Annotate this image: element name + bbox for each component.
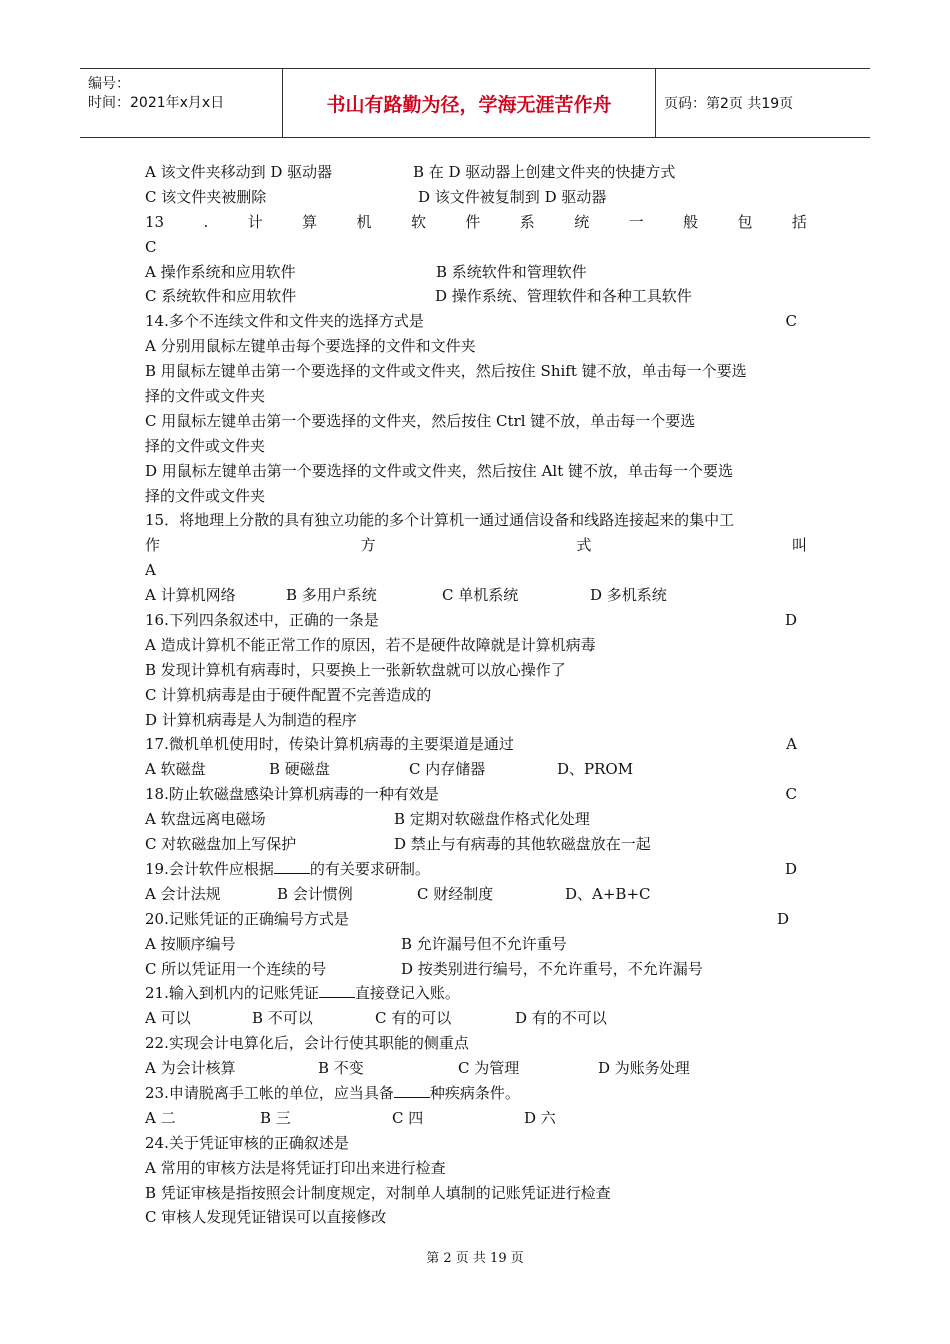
question-15-continuation — [145, 533, 807, 558]
option-text: A 按顺序编号 — [145, 934, 236, 953]
question-line — [145, 1081, 807, 1106]
question-line — [145, 508, 807, 533]
header-motto: 书山有路勤为径，学海无涯苦作舟 — [283, 69, 656, 137]
spaced-token: 软 — [410, 212, 426, 231]
option-text: C 四 — [392, 1108, 424, 1127]
spaced-token: 件 — [465, 212, 481, 231]
text-line — [145, 1205, 807, 1230]
option-text: C 为管理 — [458, 1059, 520, 1078]
text-line — [145, 434, 807, 459]
page-header — [80, 68, 870, 138]
option-text: B 硬磁盘 — [269, 760, 330, 779]
text-line — [145, 260, 807, 285]
question-text: 种疾病条件。 — [429, 1083, 520, 1102]
answer-line — [145, 235, 807, 260]
options-line — [145, 757, 807, 782]
fill-blank — [394, 1083, 430, 1098]
spaced-token: 方 — [360, 536, 376, 555]
question-line — [145, 907, 807, 932]
question-text: 15．将地理上分散的具有独立功能的多个计算机一通过通信设备和线路连接起来的集中工 — [145, 511, 735, 530]
answer-line — [145, 558, 807, 583]
option-text: C 所以凭证用一个连续的号 — [145, 959, 327, 978]
option-text: C 单机系统 — [442, 586, 519, 605]
answer-text: D — [784, 611, 797, 630]
options-line — [145, 1006, 807, 1031]
text-line — [145, 459, 807, 484]
text-line — [145, 832, 807, 857]
text-line — [145, 359, 807, 384]
option-text: D 按类别进行编号，不允许重号，不允许漏号 — [401, 959, 703, 978]
spaced-token: 作 — [145, 536, 161, 555]
spaced-token: 系 — [519, 212, 535, 231]
option-text: 择的文件或文件夹 — [145, 387, 266, 406]
text-line — [145, 185, 807, 210]
option-text: B 凭证审核是指按照会计制度规定，对制单人填制的记账凭证进行检查 — [145, 1183, 611, 1202]
question-text: 18.防止软磁盘感染计算机病毒的一种有效是 — [145, 785, 439, 804]
option-text: C 该文件夹被删除 — [145, 187, 267, 206]
spaced-token: 算 — [302, 212, 318, 231]
header-page-info: 页码：第2页 共19页 — [664, 96, 794, 112]
question-line — [145, 1031, 807, 1056]
text-line — [145, 1181, 807, 1206]
option-text: D 为账务处理 — [598, 1059, 690, 1078]
option-text: D 操作系统、管理软件和各种工具软件 — [435, 287, 692, 306]
fill-blank — [319, 983, 355, 998]
option-text: C 计算机病毒是由于硬件配置不完善造成的 — [145, 685, 432, 704]
options-line — [145, 882, 807, 907]
question-text: 24.关于凭证审核的正确叙述是 — [145, 1133, 349, 1152]
page-footer: 第 2 页 共 19 页 — [426, 1251, 524, 1266]
text-line — [145, 807, 807, 832]
fill-blank — [274, 859, 310, 874]
option-text: 择的文件或文件夹 — [145, 486, 266, 505]
option-text: A 常用的审核方法是将凭证打印出来进行检查 — [145, 1158, 446, 1177]
option-text: A 该文件夹移动到 D 驱动器 — [145, 163, 333, 181]
option-text: C 对软磁盘加上写保护 — [145, 835, 297, 854]
text-line — [145, 957, 807, 982]
question-text: 直接登记入账。 — [354, 984, 460, 1003]
answer-text: A — [786, 735, 797, 754]
option-text: A 分别用鼠标左键单击每个要选择的文件和文件夹 — [145, 337, 476, 356]
option-text: B 定期对软磁盘作格式化处理 — [394, 810, 590, 829]
option-text: 择的文件或文件夹 — [145, 436, 266, 455]
option-text: D、A+B+C — [565, 884, 651, 903]
spaced-token: 一 — [628, 212, 644, 231]
text-line — [145, 160, 807, 185]
question-text: 22.实现会计电算化后，会计行使其职能的侧重点 — [145, 1034, 469, 1053]
spaced-token: 般 — [683, 212, 699, 231]
option-text: D 该文件被复制到 D 驱动器 — [418, 187, 607, 206]
option-text: A 可以 — [145, 1009, 191, 1028]
text-line — [145, 384, 807, 409]
option-text: B 在 D 驱动器上创建文件夹的快捷方式 — [413, 163, 676, 181]
option-text: D 禁止与有病毒的其他软磁盘放在一起 — [394, 835, 651, 854]
option-text: C 财经制度 — [417, 884, 494, 903]
question-text: 的有关要求研制。 — [309, 859, 430, 878]
answer-text: C — [785, 785, 797, 804]
question-text: 23.申请脱离手工帐的单位，应当具备 — [145, 1083, 394, 1102]
option-text: A 二 — [145, 1108, 176, 1127]
option-text: A 软磁盘 — [145, 760, 206, 779]
question-text: 21.输入到机内的记账凭证 — [145, 984, 319, 1003]
question-line — [145, 857, 807, 882]
option-text: B 发现计算机有病毒时，只要换上一张新软盘就可以放心操作了 — [145, 660, 566, 679]
spaced-token: 计 — [247, 212, 263, 231]
option-text: C 审核人发现凭证错误可以直接修改 — [145, 1208, 387, 1227]
option-text: B 不可以 — [252, 1009, 313, 1028]
question-text: 19.会计软件应根据 — [145, 859, 274, 878]
spaced-token: 括 — [791, 212, 807, 231]
text-line — [145, 658, 807, 683]
text-line — [145, 484, 807, 509]
text-line — [145, 683, 807, 708]
spaced-token: 包 — [737, 212, 753, 231]
option-text: D 有的不可以 — [515, 1009, 607, 1028]
option-text: B 三 — [260, 1108, 291, 1127]
question-line — [145, 608, 807, 633]
option-text: B 允许漏号但不允许重号 — [401, 934, 567, 953]
question-text: 20.记账凭证的正确编号方式是 — [145, 909, 349, 928]
options-line — [145, 1056, 807, 1081]
option-text: A 造成计算机不能正常工作的原因，若不是硬件故障就是计算机病毒 — [145, 635, 596, 654]
option-text: B 用鼠标左键单击第一个要选择的文件或文件夹，然后按住 Shift 键不放，单击每一个要选 — [145, 362, 747, 381]
answer-text: D — [784, 859, 797, 878]
spaced-token: 叫 — [791, 536, 807, 555]
question-line — [145, 732, 807, 757]
option-text: C 有的可以 — [375, 1009, 452, 1028]
spaced-token: 13 — [145, 212, 165, 231]
spaced-token: 式 — [576, 536, 592, 555]
serial-label: 编号： — [88, 76, 130, 92]
text-line — [145, 409, 807, 434]
option-text: D 六 — [524, 1108, 556, 1127]
answer-text: C — [145, 237, 157, 256]
question-line — [145, 981, 807, 1006]
option-text: B 会计惯例 — [277, 884, 353, 903]
option-text: B 多用户系统 — [286, 586, 377, 605]
text-line — [145, 708, 807, 733]
question-text: 17.微机单机使用时，传染计算机病毒的主要渠道是通过 — [145, 735, 514, 754]
option-text: C 内存储器 — [409, 760, 486, 779]
option-text: D 计算机病毒是人为制造的程序 — [145, 710, 357, 729]
question-line — [145, 782, 807, 807]
header-info-cell — [80, 69, 283, 137]
text-line — [145, 284, 807, 309]
question-line — [145, 309, 807, 334]
question-line — [145, 1131, 807, 1156]
time-label: 时间：2021年x月x日 — [88, 95, 225, 111]
spaced-token: . — [203, 212, 209, 231]
option-text: C 用鼠标左键单击第一个要选择的文件夹，然后按住 Ctrl 键不放，单击每一个要选 — [145, 411, 696, 430]
option-text: B 系统软件和管理软件 — [436, 262, 587, 281]
spaced-token: 机 — [356, 212, 372, 231]
text-line — [145, 633, 807, 658]
question-13-line — [145, 210, 807, 235]
option-text: D 用鼠标左键单击第一个要选择的文件或文件夹，然后按住 Alt 键不放，单击每一个要选 — [145, 461, 733, 480]
text-line — [145, 932, 807, 957]
option-text: A 计算机网络 — [145, 586, 236, 605]
option-text: D、PROM — [557, 760, 634, 779]
option-text: C 系统软件和应用软件 — [145, 287, 297, 306]
text-line — [145, 334, 807, 359]
options-line — [145, 583, 807, 608]
answer-text: C — [785, 312, 797, 331]
answer-text: A — [145, 561, 156, 580]
option-text: A 会计法规 — [145, 884, 221, 903]
document-body — [145, 160, 807, 1230]
question-text: 14.多个不连续文件和文件夹的选择方式是 — [145, 312, 424, 331]
spaced-token: 统 — [574, 212, 590, 231]
options-line — [145, 1106, 807, 1131]
answer-text: D — [776, 909, 789, 928]
option-text: A 操作系统和应用软件 — [145, 262, 296, 281]
option-text: B 不变 — [318, 1059, 364, 1078]
option-text: A 软盘远离电磁场 — [145, 810, 266, 829]
option-text: A 为会计核算 — [145, 1059, 236, 1078]
text-line — [145, 1156, 807, 1181]
question-text: 16.下列四条叙述中，正确的一条是 — [145, 611, 379, 630]
option-text: D 多机系统 — [590, 586, 667, 605]
